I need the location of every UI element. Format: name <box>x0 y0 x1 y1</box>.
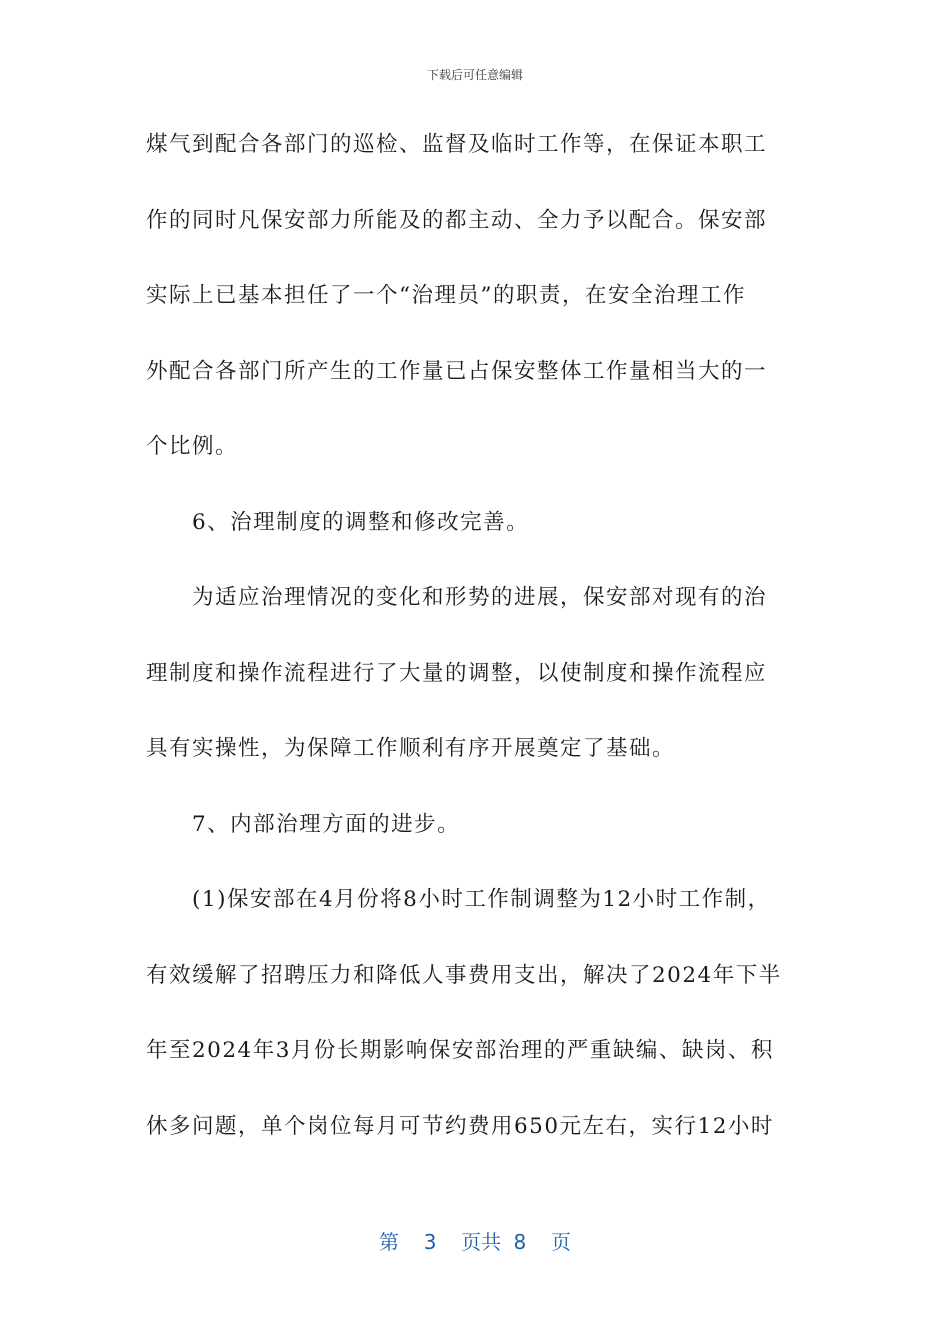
text-line-4: 外配合各部门所产生的工作量已占保安整体工作量相当大的一 <box>146 358 768 384</box>
document-body <box>146 120 806 1177</box>
text-line-13: 年至2024年3月份长期影响保安部治理的严重缺编、缺岗、积 <box>146 1038 774 1063</box>
section-heading-6: 6、治理制度的调整和修改完善。 <box>192 509 530 535</box>
section-heading-7: 7、内部治理方面的进步。 <box>192 811 461 837</box>
text-line-2: 作的同时凡保安部力所能及的都主动、全力予以配合。保安部 <box>146 207 768 233</box>
text-line-7: 为适应治理情况的变化和形势的进展，保安部对现有的治 <box>192 585 768 610</box>
text-line-12: 有效缓解了招聘压力和降低人事费用支出，解决了2024年下半 <box>146 962 782 988</box>
text-line-14: 休多问题，单个岗位每月可节约费用650元左右，实行12小时 <box>146 1113 774 1139</box>
header-note: 下载后可任意编辑 <box>426 68 523 82</box>
page-number-footer <box>0 1226 950 1255</box>
text-line-3: 实际上已基本担任了一个“治理员”的职责，在安全治理工作 <box>146 283 746 308</box>
text-line-5: 个比例。 <box>146 434 239 459</box>
text-line-9: 具有实操性，为保障工作顺利有序开展奠定了基础。 <box>146 736 676 761</box>
text-line-8: 理制度和操作流程进行了大量的调整，以使制度和操作流程应 <box>146 660 768 686</box>
page-number-label: 第 3 页共 8 页 <box>379 1230 571 1254</box>
text-line-11: (1)保安部在4月份将8小时工作制调整为12小时工作制， <box>192 887 771 912</box>
text-line-1: 煤气到配合各部门的巡检、监督及临时工作等，在保证本职工 <box>146 132 768 157</box>
